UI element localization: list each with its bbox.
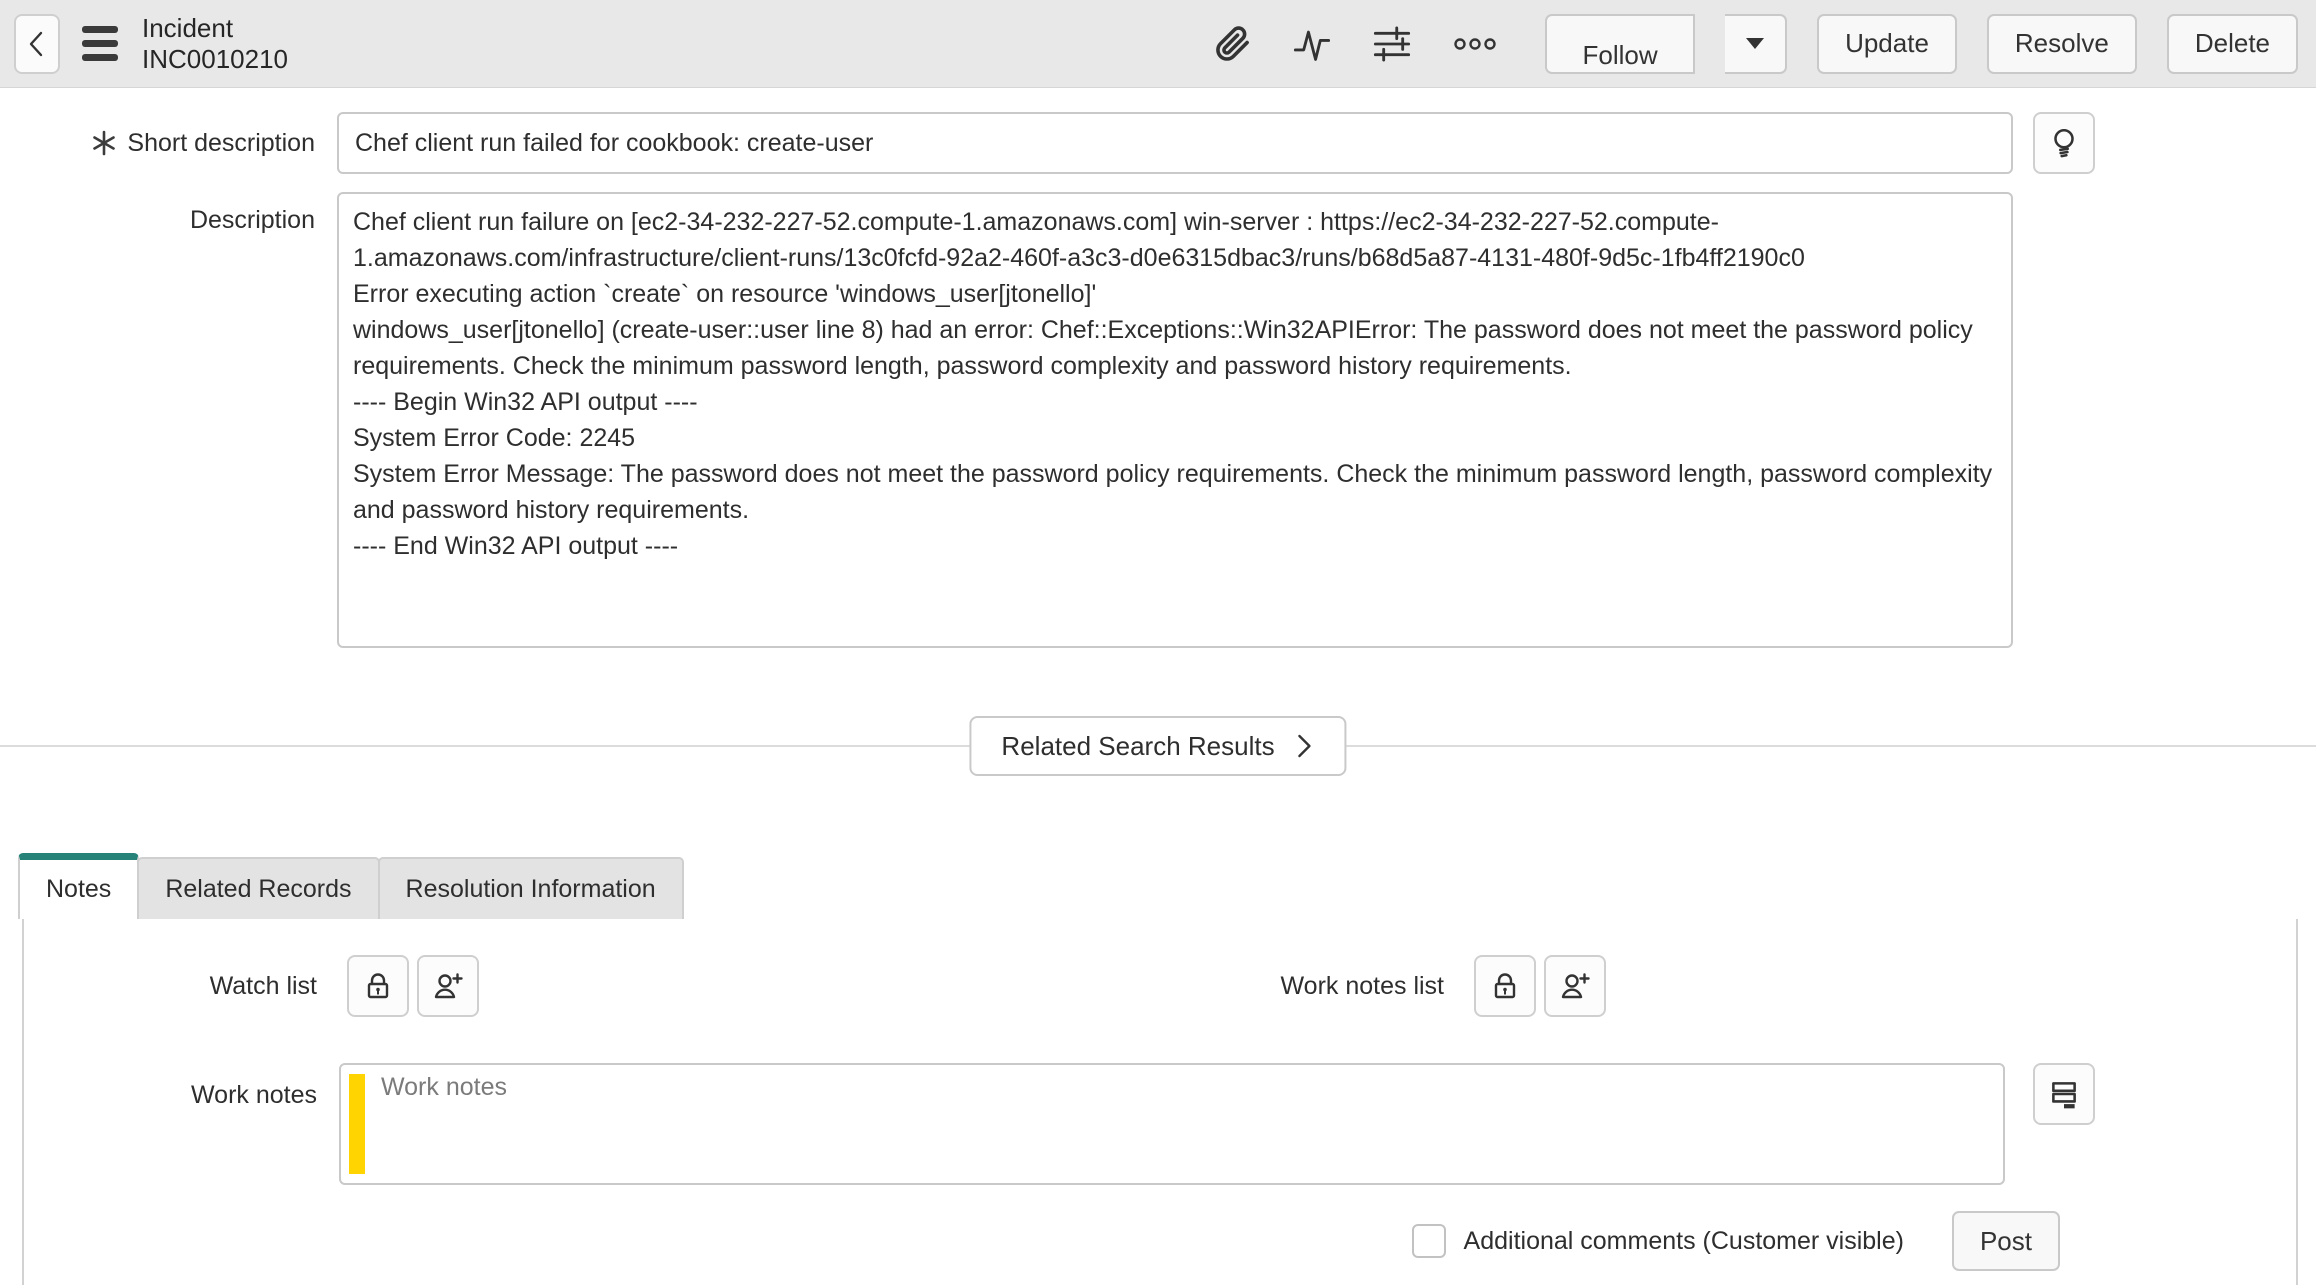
header-actions xyxy=(1215,14,2298,74)
watch-list-add-person-button[interactable] xyxy=(417,955,479,1017)
related-search-results-button[interactable] xyxy=(969,716,1346,776)
watch-list-label: Watch list xyxy=(209,972,317,1000)
related-search-section xyxy=(0,691,2316,801)
description-textarea[interactable] xyxy=(337,192,2013,648)
short-description-label-wrap xyxy=(0,112,315,174)
caret-down-icon xyxy=(1746,38,1764,49)
chevron-left-icon xyxy=(24,29,50,59)
record-tabs xyxy=(18,853,2316,919)
add-person-icon xyxy=(431,969,465,1003)
lightbulb-icon xyxy=(2047,126,2081,160)
watch-list-buttons xyxy=(347,955,479,1017)
suggestion-lightbulb-button[interactable] xyxy=(2033,112,2095,174)
update-button[interactable]: Update xyxy=(1817,14,1957,74)
related-search-results-label: Related Search Results xyxy=(1001,730,1275,761)
work-notes-list-lock-button[interactable] xyxy=(1474,955,1536,1017)
record-number: INC0010210 xyxy=(142,43,288,74)
notes-tab-panel xyxy=(22,919,2298,1285)
short-description-label: Short description xyxy=(127,128,315,157)
more-options-icon[interactable] xyxy=(1453,34,1497,54)
chevron-right-icon xyxy=(1295,733,1315,759)
additional-comments-label: Additional comments (Customer visible) xyxy=(1463,1226,1904,1255)
description-row xyxy=(0,192,2316,653)
attachment-icon[interactable] xyxy=(1215,24,1251,64)
watch-list-row xyxy=(24,955,2296,1017)
tab-notes[interactable]: Notes xyxy=(18,853,139,919)
work-notes-field xyxy=(339,1063,2005,1185)
activity-list-icon xyxy=(2047,1077,2081,1111)
back-button[interactable] xyxy=(14,14,60,74)
work-notes-list-buttons xyxy=(1474,955,1606,1017)
context-menu-icon[interactable] xyxy=(82,26,118,61)
watch-list-lock-button[interactable] xyxy=(347,955,409,1017)
post-button[interactable]: Post xyxy=(1952,1211,2060,1271)
additional-comments-checkbox[interactable] xyxy=(1412,1224,1446,1258)
mandatory-asterisk-icon xyxy=(91,130,117,156)
additional-comments-row xyxy=(24,1211,2296,1271)
work-notes-label: Work notes xyxy=(191,1081,317,1109)
add-person-icon xyxy=(1558,969,1592,1003)
description-label-wrap xyxy=(0,192,315,653)
tab-related-records[interactable]: Related Records xyxy=(137,857,379,919)
lock-icon xyxy=(1489,970,1521,1002)
work-notes-row xyxy=(24,1063,2296,1185)
incident-form xyxy=(0,88,2316,1285)
activity-stream-icon[interactable] xyxy=(1293,25,1331,63)
tab-resolution-information[interactable]: Resolution Information xyxy=(378,857,684,919)
description-label: Description xyxy=(189,206,315,234)
resolve-button[interactable]: Resolve xyxy=(1987,14,2137,74)
page-title: Incident xyxy=(142,12,234,43)
work-notes-list-label: Work notes list xyxy=(1280,972,1444,1000)
lock-icon xyxy=(362,970,394,1002)
short-description-field xyxy=(337,112,2095,174)
delete-button[interactable]: Delete xyxy=(2167,14,2298,74)
short-description-input[interactable] xyxy=(337,112,2013,174)
form-header xyxy=(0,0,2316,88)
personalize-form-icon[interactable] xyxy=(1373,25,1411,63)
work-notes-textarea[interactable] xyxy=(381,1073,1995,1175)
toggle-activity-formatter-button[interactable] xyxy=(2033,1063,2095,1125)
follow-dropdown-button[interactable] xyxy=(1725,14,1787,74)
record-title-block xyxy=(142,13,288,75)
short-description-row xyxy=(0,112,2316,174)
work-notes-list-add-person-button[interactable] xyxy=(1544,955,1606,1017)
work-notes-color-bar xyxy=(349,1074,365,1174)
follow-split-button xyxy=(1545,14,1787,74)
follow-button[interactable]: Follow xyxy=(1545,14,1695,74)
